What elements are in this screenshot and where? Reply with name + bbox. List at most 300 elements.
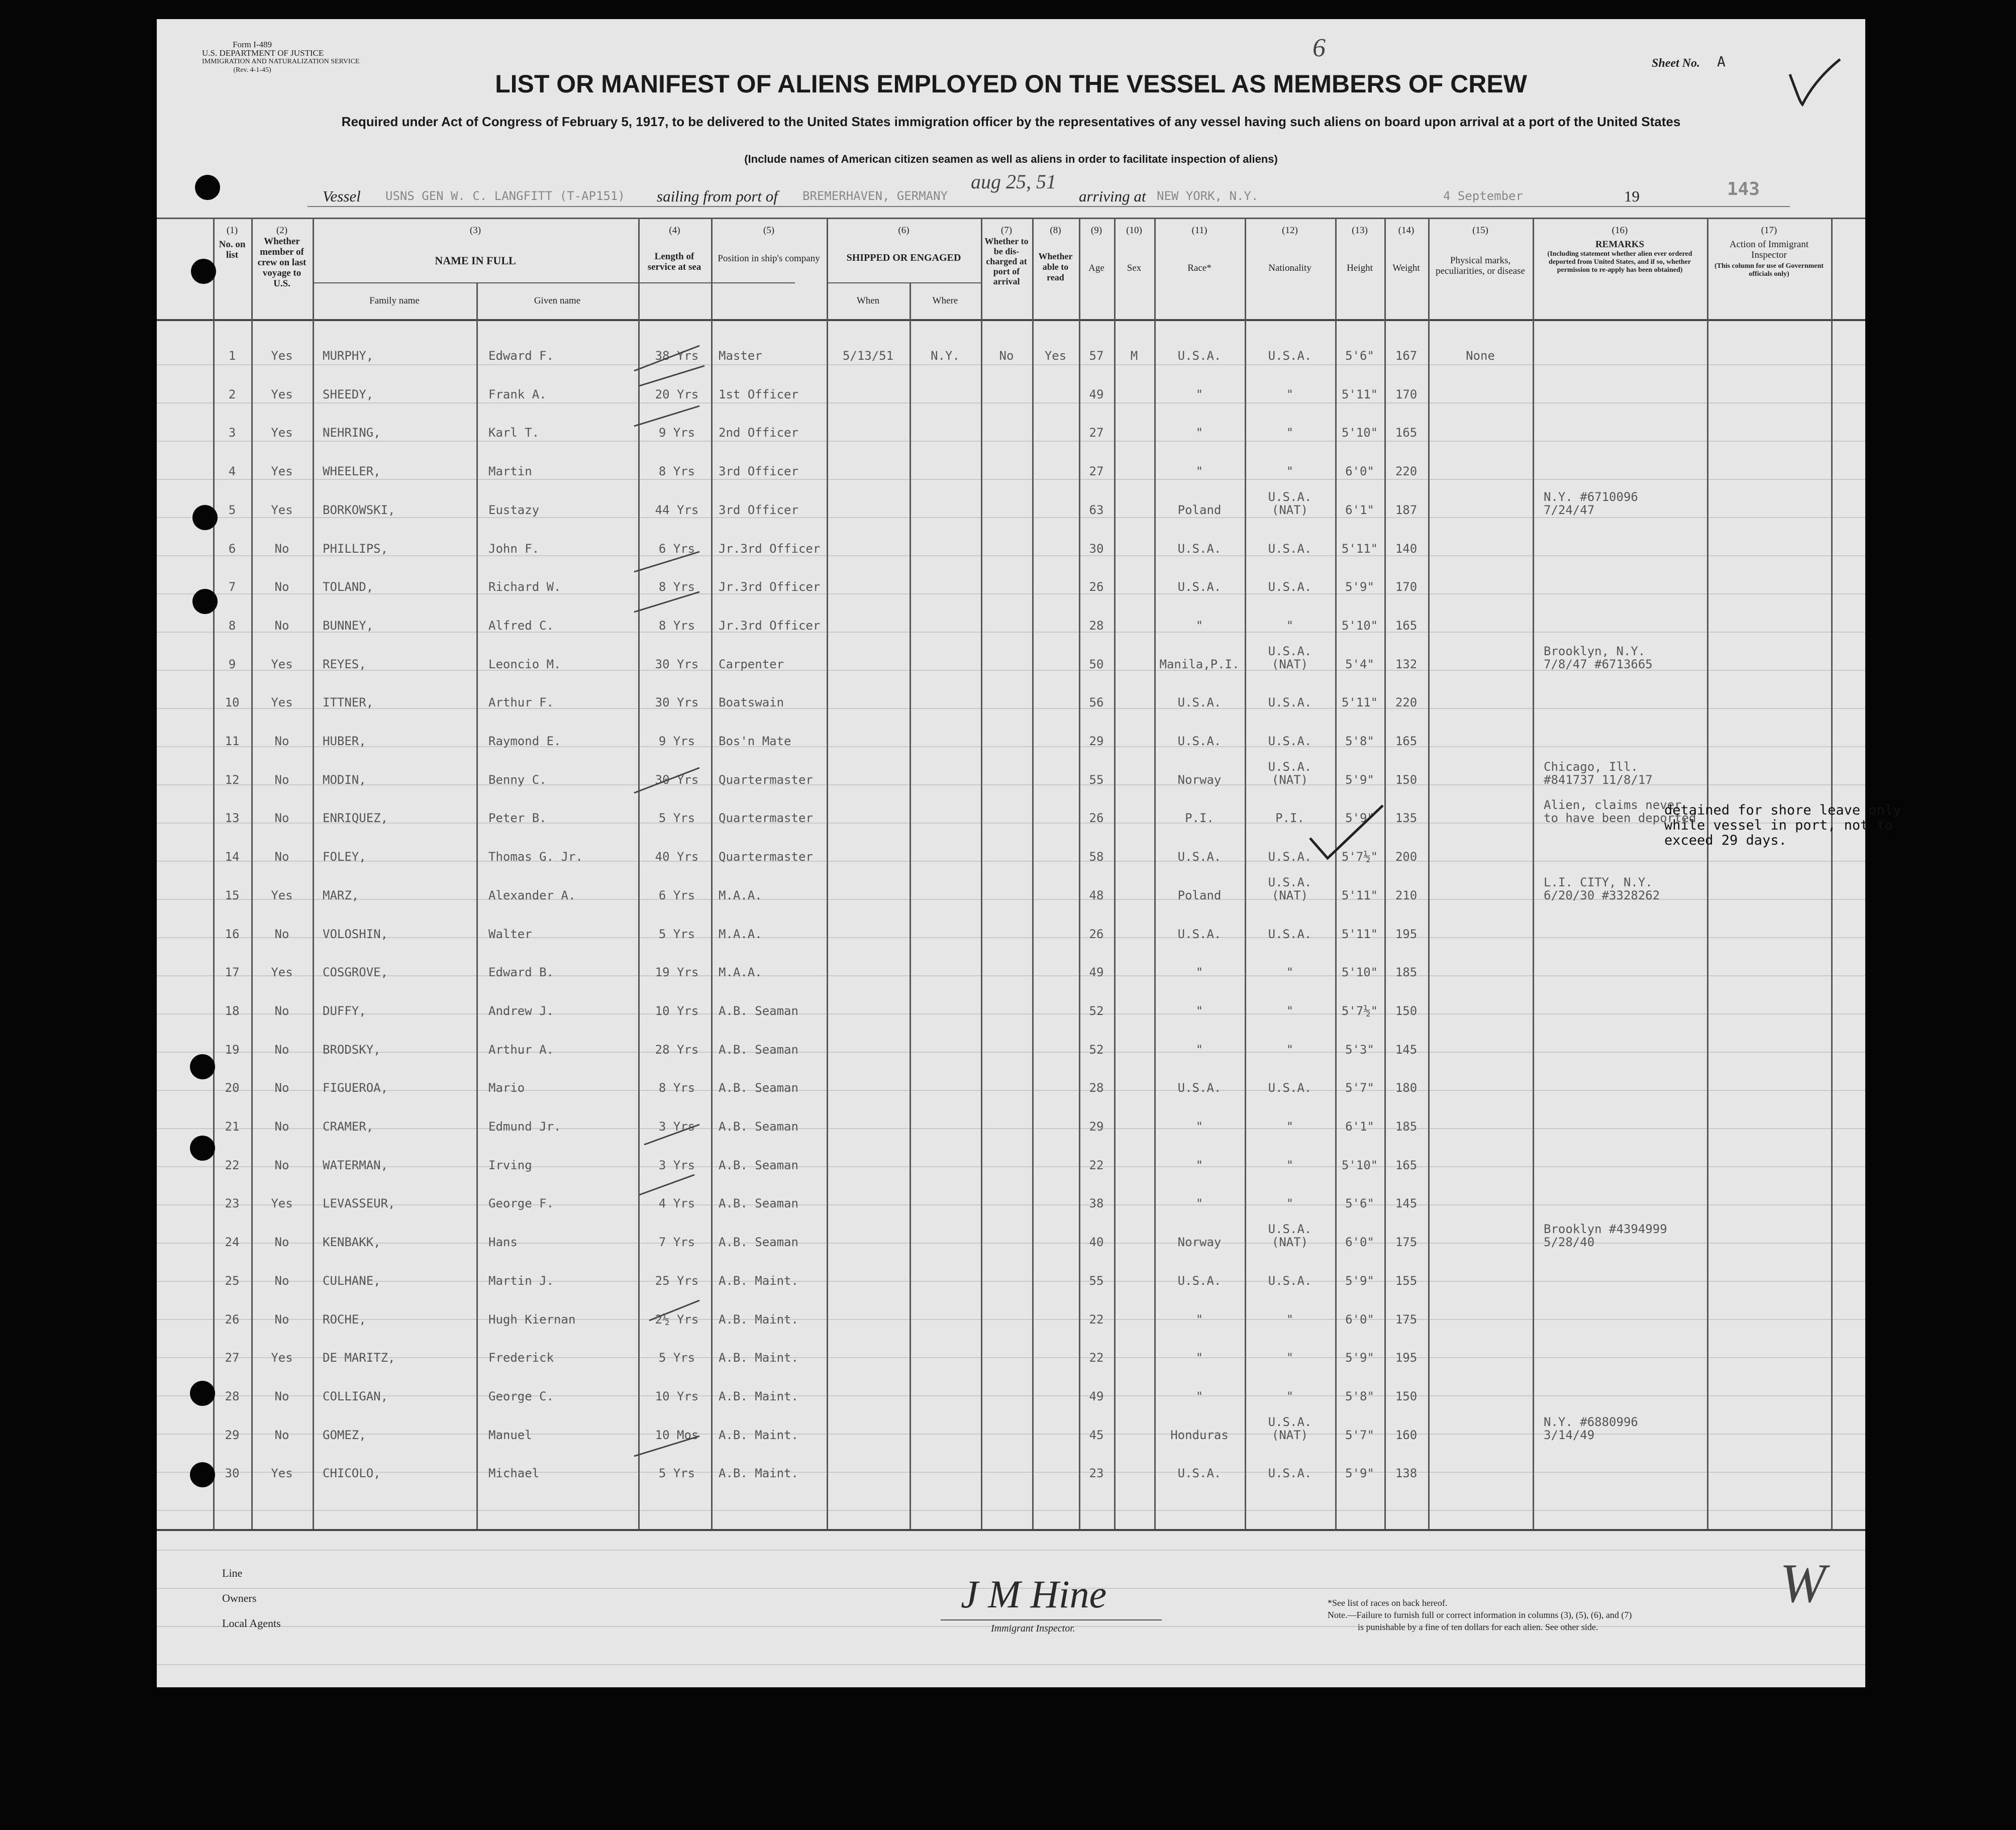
cell-race: " [1195, 618, 1203, 633]
cell-position: A.B. Seaman [719, 1081, 798, 1095]
punch-hole [192, 589, 218, 614]
cell-prev: No [274, 1003, 289, 1018]
sheet-number-label: Sheet No. [1652, 57, 1700, 70]
cell-race: Norway [1177, 1235, 1222, 1250]
cell-no: 26 [225, 1312, 240, 1327]
cell-height: 5'6" [1345, 349, 1374, 363]
cell-given: Michael [488, 1466, 540, 1481]
cell-weight: 195 [1395, 927, 1418, 941]
cell-given: Irving [488, 1158, 532, 1172]
table-row [157, 1193, 1865, 1224]
cell-no: 16 [225, 927, 240, 941]
cell-position: Carpenter [719, 657, 784, 671]
cell-service: 6 Yrs [658, 541, 695, 556]
cell-height: 5'6" [1345, 1196, 1374, 1211]
cell-nat: U.S.A. [1268, 1466, 1312, 1481]
cell-service: 6 Yrs [658, 888, 695, 902]
cell-prev: Yes [271, 1466, 293, 1481]
cell-family: GOMEZ, [323, 1428, 366, 1442]
cell-disch: No [999, 349, 1014, 363]
cell-age: 49 [1089, 965, 1104, 980]
cell-position: 2nd Officer [719, 426, 798, 440]
cell-given: George F. [488, 1196, 554, 1211]
cell-service: 8 Yrs [658, 464, 695, 479]
cell-position: Quartermaster [719, 850, 813, 864]
cell-prev: No [274, 1120, 289, 1134]
vessel-underline [308, 206, 1790, 207]
cell-no: 5 [228, 502, 236, 517]
cell-age: 30 [1089, 541, 1104, 556]
cell-age: 49 [1089, 1389, 1104, 1403]
col8-number: (8) [1050, 225, 1061, 236]
cell-age: 26 [1089, 927, 1104, 941]
cell-position: Master [719, 349, 762, 363]
shore-leave-note [1664, 803, 1901, 848]
cell-service: 9 Yrs [658, 426, 695, 440]
cell-position: Jr.3rd Officer [719, 580, 821, 594]
cell-weight: 180 [1395, 1081, 1418, 1095]
cell-race: U.S.A. [1177, 1466, 1222, 1481]
form-service: IMMIGRATION AND NATURALIZATION SERVICE [202, 58, 360, 65]
cell-no: 1 [228, 349, 236, 363]
table-row [157, 1001, 1865, 1031]
cell-service: 5 Yrs [658, 927, 695, 941]
cell-service: 4 Yrs [658, 1196, 695, 1211]
cell-no: 18 [225, 1003, 240, 1018]
cell-nat-naturalized: (NAT) [1271, 657, 1308, 671]
cell-nat: U.S.A. [1268, 695, 1312, 710]
cell-nat: U.S.A. [1268, 541, 1312, 556]
col2-header: Whether member of crew on last voyage to U.S. [257, 236, 307, 289]
cell-no: 28 [225, 1389, 240, 1403]
cell-age: 27 [1089, 426, 1104, 440]
col15-header: Physical marks, peculiarities, or disease [1436, 255, 1525, 276]
cell-age: 29 [1089, 734, 1104, 748]
cell-age: 52 [1089, 1042, 1104, 1057]
check-mark-row13 [1307, 803, 1388, 863]
col1-header: No. on list [219, 239, 246, 260]
cell-height: 5'11" [1341, 888, 1378, 902]
cell-family: CHICOLO, [323, 1466, 381, 1481]
cell-position: A.B. Maint. [719, 1273, 798, 1288]
cell-prev: Yes [271, 888, 293, 902]
col6-when-header: When [856, 295, 880, 306]
cell-race: P.I. [1185, 811, 1214, 826]
table-row [157, 1348, 1865, 1378]
cell-weight: 175 [1395, 1235, 1418, 1250]
cell-race: U.S.A. [1177, 734, 1222, 748]
cell-race: " [1195, 1158, 1203, 1172]
cell-service: 20 Yrs [655, 387, 699, 401]
cell-race: U.S.A. [1177, 1273, 1222, 1288]
cell-prev: Yes [271, 1196, 293, 1211]
cell-family: LEVASSEUR, [323, 1196, 395, 1211]
cell-nat: U.S.A. [1268, 875, 1312, 889]
cell-given: John F. [488, 541, 540, 556]
cell-when: 5/13/51 [842, 349, 894, 363]
cell-nat: " [1286, 1003, 1294, 1018]
cell-race: U.S.A. [1177, 349, 1222, 363]
cell-prev: Yes [271, 387, 293, 401]
cell-remark: Brooklyn, N.Y. [1544, 644, 1646, 658]
cell-family: BUNNEY, [323, 618, 374, 633]
cell-no: 29 [225, 1428, 240, 1442]
cell-nat: U.S.A. [1268, 644, 1312, 658]
cell-given: Arthur A. [488, 1042, 554, 1057]
cell-no: 21 [225, 1120, 240, 1134]
manifest-subnote: (Include names of American citizen seamen as well as aliens in order to facilitate inspection of aliens) [744, 153, 1278, 165]
table-row [157, 1155, 1865, 1185]
cell-weight: 165 [1395, 1158, 1418, 1172]
cell-family: WHEELER, [323, 464, 381, 479]
cell-prev: No [274, 580, 289, 594]
col3-given-header: Given name [534, 295, 581, 306]
cell-weight: 150 [1395, 1003, 1418, 1018]
cell-weight: 185 [1395, 1120, 1418, 1134]
cell-race: " [1195, 1351, 1203, 1365]
col13-header: Height [1347, 263, 1373, 273]
cell-nat: P.I. [1275, 811, 1304, 826]
cell-no: 20 [225, 1081, 240, 1095]
cell-weight: 140 [1395, 541, 1418, 556]
cell-race: Poland [1177, 888, 1222, 902]
cell-no: 22 [225, 1158, 240, 1172]
cell-race: " [1195, 1389, 1203, 1403]
table-row [157, 1463, 1865, 1493]
cell-given: Karl T. [488, 426, 540, 440]
table-row [157, 1040, 1865, 1070]
cell-age: 26 [1089, 811, 1104, 826]
cell-service: 8 Yrs [658, 1081, 695, 1095]
cell-remark: L.I. CITY, N.Y. [1544, 875, 1653, 889]
table-row [157, 539, 1865, 569]
cell-no: 17 [225, 965, 240, 980]
cell-family: MURPHY, [323, 349, 374, 363]
cell-prev: Yes [271, 464, 293, 479]
service-checkmarks [624, 341, 735, 1527]
cell-nat-naturalized: (NAT) [1271, 888, 1308, 902]
cell-prev: No [274, 1389, 289, 1403]
cell-given: Frederick [488, 1351, 554, 1365]
cell-service: 8 Yrs [658, 618, 695, 633]
cell-nat: U.S.A. [1268, 1081, 1312, 1095]
cell-nat: U.S.A. [1268, 489, 1312, 504]
cell-given: Andrew J. [488, 1003, 554, 1018]
table-row [157, 577, 1865, 607]
col4-number: (4) [669, 225, 680, 236]
col9-header: Age [1088, 263, 1104, 273]
cell-race: U.S.A. [1177, 541, 1222, 556]
cell-age: 57 [1089, 349, 1104, 363]
cell-prev: No [274, 1428, 289, 1442]
cell-nat: " [1286, 965, 1294, 980]
cell-no: 19 [225, 1042, 240, 1057]
cell-no: 6 [228, 541, 236, 556]
shore-leave-note-line2: while vessel in port, not to [1664, 818, 1893, 833]
cell-given: Edmund Jr. [488, 1120, 561, 1134]
cell-family: PHILLIPS, [323, 541, 388, 556]
col8-header: Whether able to read [1038, 251, 1073, 282]
table-row [157, 1309, 1865, 1340]
cell-service: 30 Yrs [655, 772, 699, 787]
col11-header: Race* [1187, 263, 1212, 273]
cell-service: 10 Yrs [655, 1003, 699, 1018]
cell-weight: 165 [1395, 734, 1418, 748]
cell-prev: Yes [271, 965, 293, 980]
col1-number: (1) [226, 225, 238, 236]
cell-race: " [1195, 1312, 1203, 1327]
cell-family: KENBAKK, [323, 1235, 381, 1250]
cell-nat: " [1286, 1042, 1294, 1057]
cell-age: 29 [1089, 1120, 1104, 1134]
owners-label: Owners [222, 1592, 257, 1604]
cell-family: SHEEDY, [323, 387, 374, 401]
cell-height: 5'11" [1341, 695, 1378, 710]
cell-position: A.B. Maint. [719, 1428, 798, 1442]
cell-height: 6'0" [1345, 1235, 1374, 1250]
cell-family: MARZ, [323, 888, 359, 902]
cell-no: 11 [225, 734, 240, 748]
cell-age: 52 [1089, 1003, 1104, 1018]
handwritten-initial: W [1780, 1553, 1826, 1614]
cell-nat: U.S.A. [1268, 850, 1312, 864]
punch-hole [190, 1381, 215, 1406]
cell-age: 38 [1089, 1196, 1104, 1211]
cell-remark: Chicago, Ill. [1544, 759, 1638, 774]
table-row [157, 798, 1865, 838]
cell-weight: 187 [1395, 502, 1418, 517]
cell-given: Manuel [488, 1428, 532, 1442]
cell-service: 40 Yrs [655, 850, 699, 864]
cell-family: CULHANE, [323, 1273, 381, 1288]
cell-given: Richard W. [488, 580, 561, 594]
cell-no: 14 [225, 850, 240, 864]
cell-family: MODIN, [323, 772, 366, 787]
cell-weight: 150 [1395, 1389, 1418, 1403]
cell-position: A.B. Seaman [719, 1003, 798, 1018]
cell-given: Martin [488, 464, 532, 479]
cell-nat: U.S.A. [1268, 1222, 1312, 1237]
cell-no: 27 [225, 1351, 240, 1365]
cell-weight: 220 [1395, 464, 1418, 479]
cell-family: ROCHE, [323, 1312, 366, 1327]
col12-number: (12) [1282, 225, 1298, 236]
cell-family: BORKOWSKI, [323, 502, 395, 517]
cell-service: 28 Yrs [655, 1042, 699, 1057]
punch-hole [190, 1136, 215, 1161]
col17-number: (17) [1761, 225, 1777, 236]
cell-prev: No [274, 541, 289, 556]
cell-position: A.B. Maint. [719, 1466, 798, 1481]
table-row [157, 489, 1865, 530]
col17-note: (This column for use of Government officials only) [1714, 262, 1824, 278]
cell-position: A.B. Seaman [719, 1042, 798, 1057]
cell-family: FOLEY, [323, 850, 366, 864]
cell-prev: Yes [271, 349, 293, 363]
col4-header: Length of service at sea [647, 251, 701, 272]
sailing-date: aug 25, 51 [971, 170, 1056, 193]
cell-service: 5 Yrs [658, 811, 695, 826]
cell-family: WATERMAN, [323, 1158, 388, 1172]
cell-height: 5'7" [1345, 1428, 1374, 1442]
cell-height: 5'11" [1341, 387, 1378, 401]
cell-prev: Yes [271, 695, 293, 710]
cell-no: 24 [225, 1235, 240, 1250]
cell-race: U.S.A. [1177, 695, 1222, 710]
cell-remark-line2: 7/8/47 #6713665 [1544, 657, 1653, 671]
form-number: Form I-489 [233, 40, 272, 49]
cell-service: 30 Yrs [655, 695, 699, 710]
cell-service: 9 Yrs [658, 734, 695, 748]
cell-marks: None [1466, 349, 1495, 363]
cell-nat-naturalized: (NAT) [1271, 772, 1308, 787]
cell-height: 5'11" [1341, 927, 1378, 941]
cell-weight: 165 [1395, 426, 1418, 440]
table-row [157, 346, 1865, 376]
col15-number: (15) [1472, 225, 1488, 236]
cell-weight: 138 [1395, 1466, 1418, 1481]
cell-height: 5'11" [1341, 541, 1378, 556]
cell-weight: 145 [1395, 1196, 1418, 1211]
col6-number: (6) [898, 225, 910, 236]
cell-remark-line2: 6/20/30 #3328262 [1544, 888, 1660, 902]
col16-header: REMARKS [1595, 239, 1645, 250]
cell-remark-line2: 5/28/40 [1544, 1235, 1595, 1250]
cell-position: M.A.A. [719, 888, 762, 902]
cell-prev: No [274, 1235, 289, 1250]
cell-race: " [1195, 1003, 1203, 1018]
table-row [157, 847, 1865, 877]
col7-number: (7) [1000, 225, 1013, 236]
col6-header: SHIPPED OR ENGAGED [846, 252, 961, 263]
cell-height: 5'8" [1345, 1389, 1374, 1403]
cell-service: 3 Yrs [658, 1120, 695, 1134]
cell-family: TOLAND, [323, 580, 374, 594]
cell-prev: Yes [271, 1351, 293, 1365]
sheet-number-value: A [1717, 53, 1726, 70]
table-row [157, 1271, 1865, 1301]
col3-number: (3) [469, 225, 481, 236]
cell-no: 9 [228, 657, 236, 671]
handwritten-number: 6 [1313, 34, 1326, 62]
col10-header: Sex [1127, 263, 1142, 273]
cell-given: Edward F. [488, 349, 554, 363]
cell-weight: 170 [1395, 580, 1418, 594]
cell-nat: U.S.A. [1268, 580, 1312, 594]
page-stamp-number: 143 [1727, 179, 1760, 199]
cell-race: U.S.A. [1177, 927, 1222, 941]
punch-hole [190, 1462, 215, 1487]
line-label: Line [222, 1567, 243, 1579]
col9-number: (9) [1090, 225, 1102, 236]
table-row [157, 759, 1865, 800]
punch-hole [191, 259, 216, 284]
arriving-at-label: arriving at [1079, 187, 1146, 205]
cell-weight: 170 [1395, 387, 1418, 401]
form-department: U.S. DEPARTMENT OF JUSTICE [202, 48, 324, 58]
cell-read: Yes [1044, 349, 1067, 363]
cell-weight: 160 [1395, 1428, 1418, 1442]
cell-nat: U.S.A. [1268, 1414, 1312, 1429]
cell-height: 5'7½" [1341, 1003, 1378, 1018]
cell-age: 22 [1089, 1351, 1104, 1365]
cell-nat: U.S.A. [1268, 759, 1312, 774]
cell-height: 5'10" [1341, 426, 1378, 440]
cell-race: " [1195, 1042, 1203, 1057]
cell-service: 25 Yrs [655, 1273, 699, 1288]
cell-age: 49 [1089, 387, 1104, 401]
cell-position: M.A.A. [719, 965, 762, 980]
table-row [157, 692, 1865, 723]
cell-given: Mario [488, 1081, 525, 1095]
cell-position: A.B. Maint. [719, 1312, 798, 1327]
cell-position: 3rd Officer [719, 464, 798, 479]
cell-remark: N.Y. #6880996 [1544, 1414, 1638, 1429]
col12-header: Nationality [1268, 263, 1312, 273]
cell-height: 5'10" [1341, 965, 1378, 980]
cell-age: 26 [1089, 580, 1104, 594]
cell-height: 5'9" [1345, 772, 1374, 787]
cell-given: Martin J. [488, 1273, 554, 1288]
manifest-title: LIST OR MANIFEST OF ALIENS EMPLOYED ON THE VESSEL AS MEMBERS OF CREW [495, 70, 1527, 98]
cell-prev: No [274, 1081, 289, 1095]
cell-weight: 210 [1395, 888, 1418, 902]
cell-remark: Alien, claims never [1544, 798, 1682, 812]
cell-prev: Yes [271, 426, 293, 440]
cell-race: Poland [1177, 502, 1222, 517]
shore-leave-note-line3: exceed 29 days. [1664, 833, 1787, 848]
cell-no: 4 [228, 464, 236, 479]
cell-family: DE MARITZ, [323, 1351, 395, 1365]
cell-height: 5'9" [1345, 811, 1374, 826]
cell-prev: No [274, 850, 289, 864]
punch-hole [190, 1054, 215, 1079]
cell-age: 28 [1089, 1081, 1104, 1095]
cell-prev: No [274, 927, 289, 941]
cell-given: Edward B. [488, 965, 554, 980]
cell-position: A.B. Seaman [719, 1120, 798, 1134]
cell-height: 5'10" [1341, 1158, 1378, 1172]
table-row [157, 1116, 1865, 1147]
cell-family: FIGUEROA, [323, 1081, 388, 1095]
cell-nat: " [1286, 1120, 1294, 1134]
cell-service: 2½ Yrs [655, 1312, 699, 1327]
cell-where: N.Y. [931, 349, 960, 363]
cell-age: 40 [1089, 1235, 1104, 1250]
table-row [157, 616, 1865, 646]
arriving-port: NEW YORK, N.Y. [1157, 189, 1259, 203]
col14-header: Weight [1392, 263, 1420, 273]
col16-number: (16) [1611, 225, 1628, 236]
table-row [157, 1386, 1865, 1416]
table-top-border [157, 218, 1865, 219]
cell-weight: 185 [1395, 965, 1418, 980]
arrival-date: 4 September [1443, 189, 1523, 203]
cell-age: 27 [1089, 464, 1104, 479]
cell-no: 3 [228, 426, 236, 440]
cell-no: 10 [225, 695, 240, 710]
table-row [157, 1414, 1865, 1455]
cell-race: " [1195, 1120, 1203, 1134]
table-bottom-border [157, 1529, 1865, 1531]
cell-age: 55 [1089, 772, 1104, 787]
cell-age: 55 [1089, 1273, 1104, 1288]
cell-nat: U.S.A. [1268, 927, 1312, 941]
cell-service: 38 Yrs [655, 349, 699, 363]
cell-race: U.S.A. [1177, 850, 1222, 864]
cell-height: 6'1" [1345, 1120, 1374, 1134]
cell-position: A.B. Seaman [719, 1196, 798, 1211]
